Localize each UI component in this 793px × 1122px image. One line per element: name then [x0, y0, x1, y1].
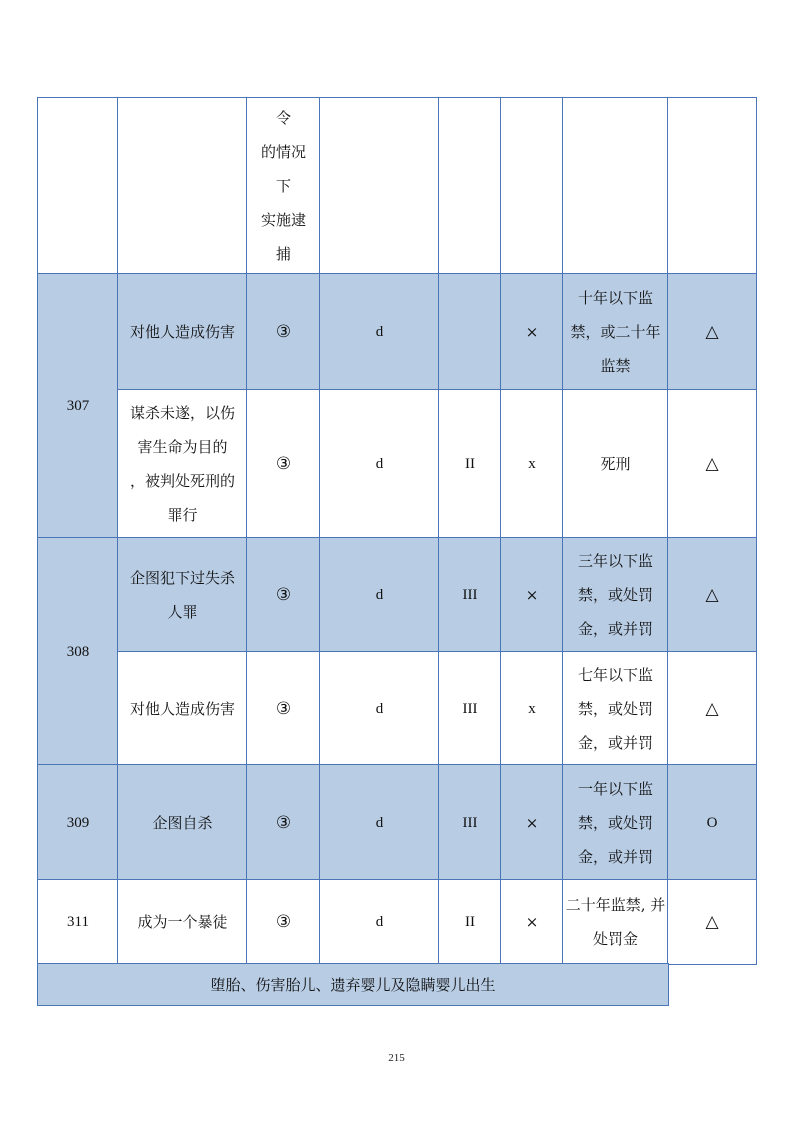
cross-mark: ×: [500, 879, 564, 965]
offense-description: 成为一个暴徒: [117, 879, 248, 965]
letter-code: d: [319, 651, 440, 766]
page-number: 215: [388, 1052, 405, 1064]
triangle-mark: △: [667, 537, 757, 653]
penalty: 十年以下监 禁，或二十年 监禁: [562, 273, 669, 391]
penalty: 死刑: [562, 389, 669, 539]
triangle-mark: △: [667, 389, 757, 539]
circled-number: ③: [246, 651, 321, 766]
cont-cell-article: [37, 97, 119, 275]
roman-numeral: III: [438, 651, 502, 766]
triangle-mark: △: [667, 879, 757, 965]
penalty: 七年以下监 禁，或处罚 金，或并罚: [562, 651, 669, 766]
circled-number: ③: [246, 273, 321, 391]
article-311: 311: [37, 879, 119, 965]
cross-mark: x: [500, 651, 564, 766]
penalty: 三年以下监 禁，或处罚 金，或并罚: [562, 537, 669, 653]
offense-description: 企图自杀: [117, 764, 248, 881]
penalty: 二十年监禁, 并 处罚金: [562, 879, 669, 965]
circle-mark: O: [667, 764, 757, 881]
roman-numeral: III: [438, 537, 502, 653]
cont-cell-col5: [438, 97, 502, 275]
cont-cell-col6: [500, 97, 564, 275]
roman-numeral: II: [438, 389, 502, 539]
cross-mark: ×: [500, 764, 564, 881]
offense-description: 谋杀未遂，以伤 害生命为目的 ，被判处死刑的 罪行: [117, 389, 248, 539]
roman-numeral: II: [438, 879, 502, 965]
offense-description: 对他人造成伤害: [117, 651, 248, 766]
cont-cell-mark: [667, 97, 757, 275]
article-307: 307: [37, 273, 119, 539]
offense-description: 对他人造成伤害: [117, 273, 248, 391]
letter-code: d: [319, 879, 440, 965]
offense-description: 企图犯下过失杀 人罪: [117, 537, 248, 653]
letter-code: d: [319, 389, 440, 539]
triangle-mark: △: [667, 273, 757, 391]
letter-code: d: [319, 273, 440, 391]
triangle-mark: △: [667, 651, 757, 766]
cont-cell-description: [117, 97, 248, 275]
circled-number: ③: [246, 537, 321, 653]
letter-code: d: [319, 537, 440, 653]
circled-number: ③: [246, 389, 321, 539]
cont-cell-condition: 令 的情况 下 实施逮 捕: [246, 97, 321, 275]
cross-mark: ×: [500, 273, 564, 391]
cross-mark: ×: [500, 537, 564, 653]
cont-cell-penalty: [562, 97, 669, 275]
cont-cell-col4: [319, 97, 440, 275]
circled-number: ③: [246, 764, 321, 881]
article-308: 308: [37, 537, 119, 766]
roman-numeral: [438, 273, 502, 391]
letter-code: d: [319, 764, 440, 881]
section-heading: 堕胎、伤害胎儿、遗弃婴儿及隐瞒婴儿出生: [37, 963, 669, 1006]
circled-number: ③: [246, 879, 321, 965]
article-309: 309: [37, 764, 119, 881]
penalty: 一年以下监 禁，或处罚 金，或并罚: [562, 764, 669, 881]
roman-numeral: III: [438, 764, 502, 881]
cross-mark: x: [500, 389, 564, 539]
